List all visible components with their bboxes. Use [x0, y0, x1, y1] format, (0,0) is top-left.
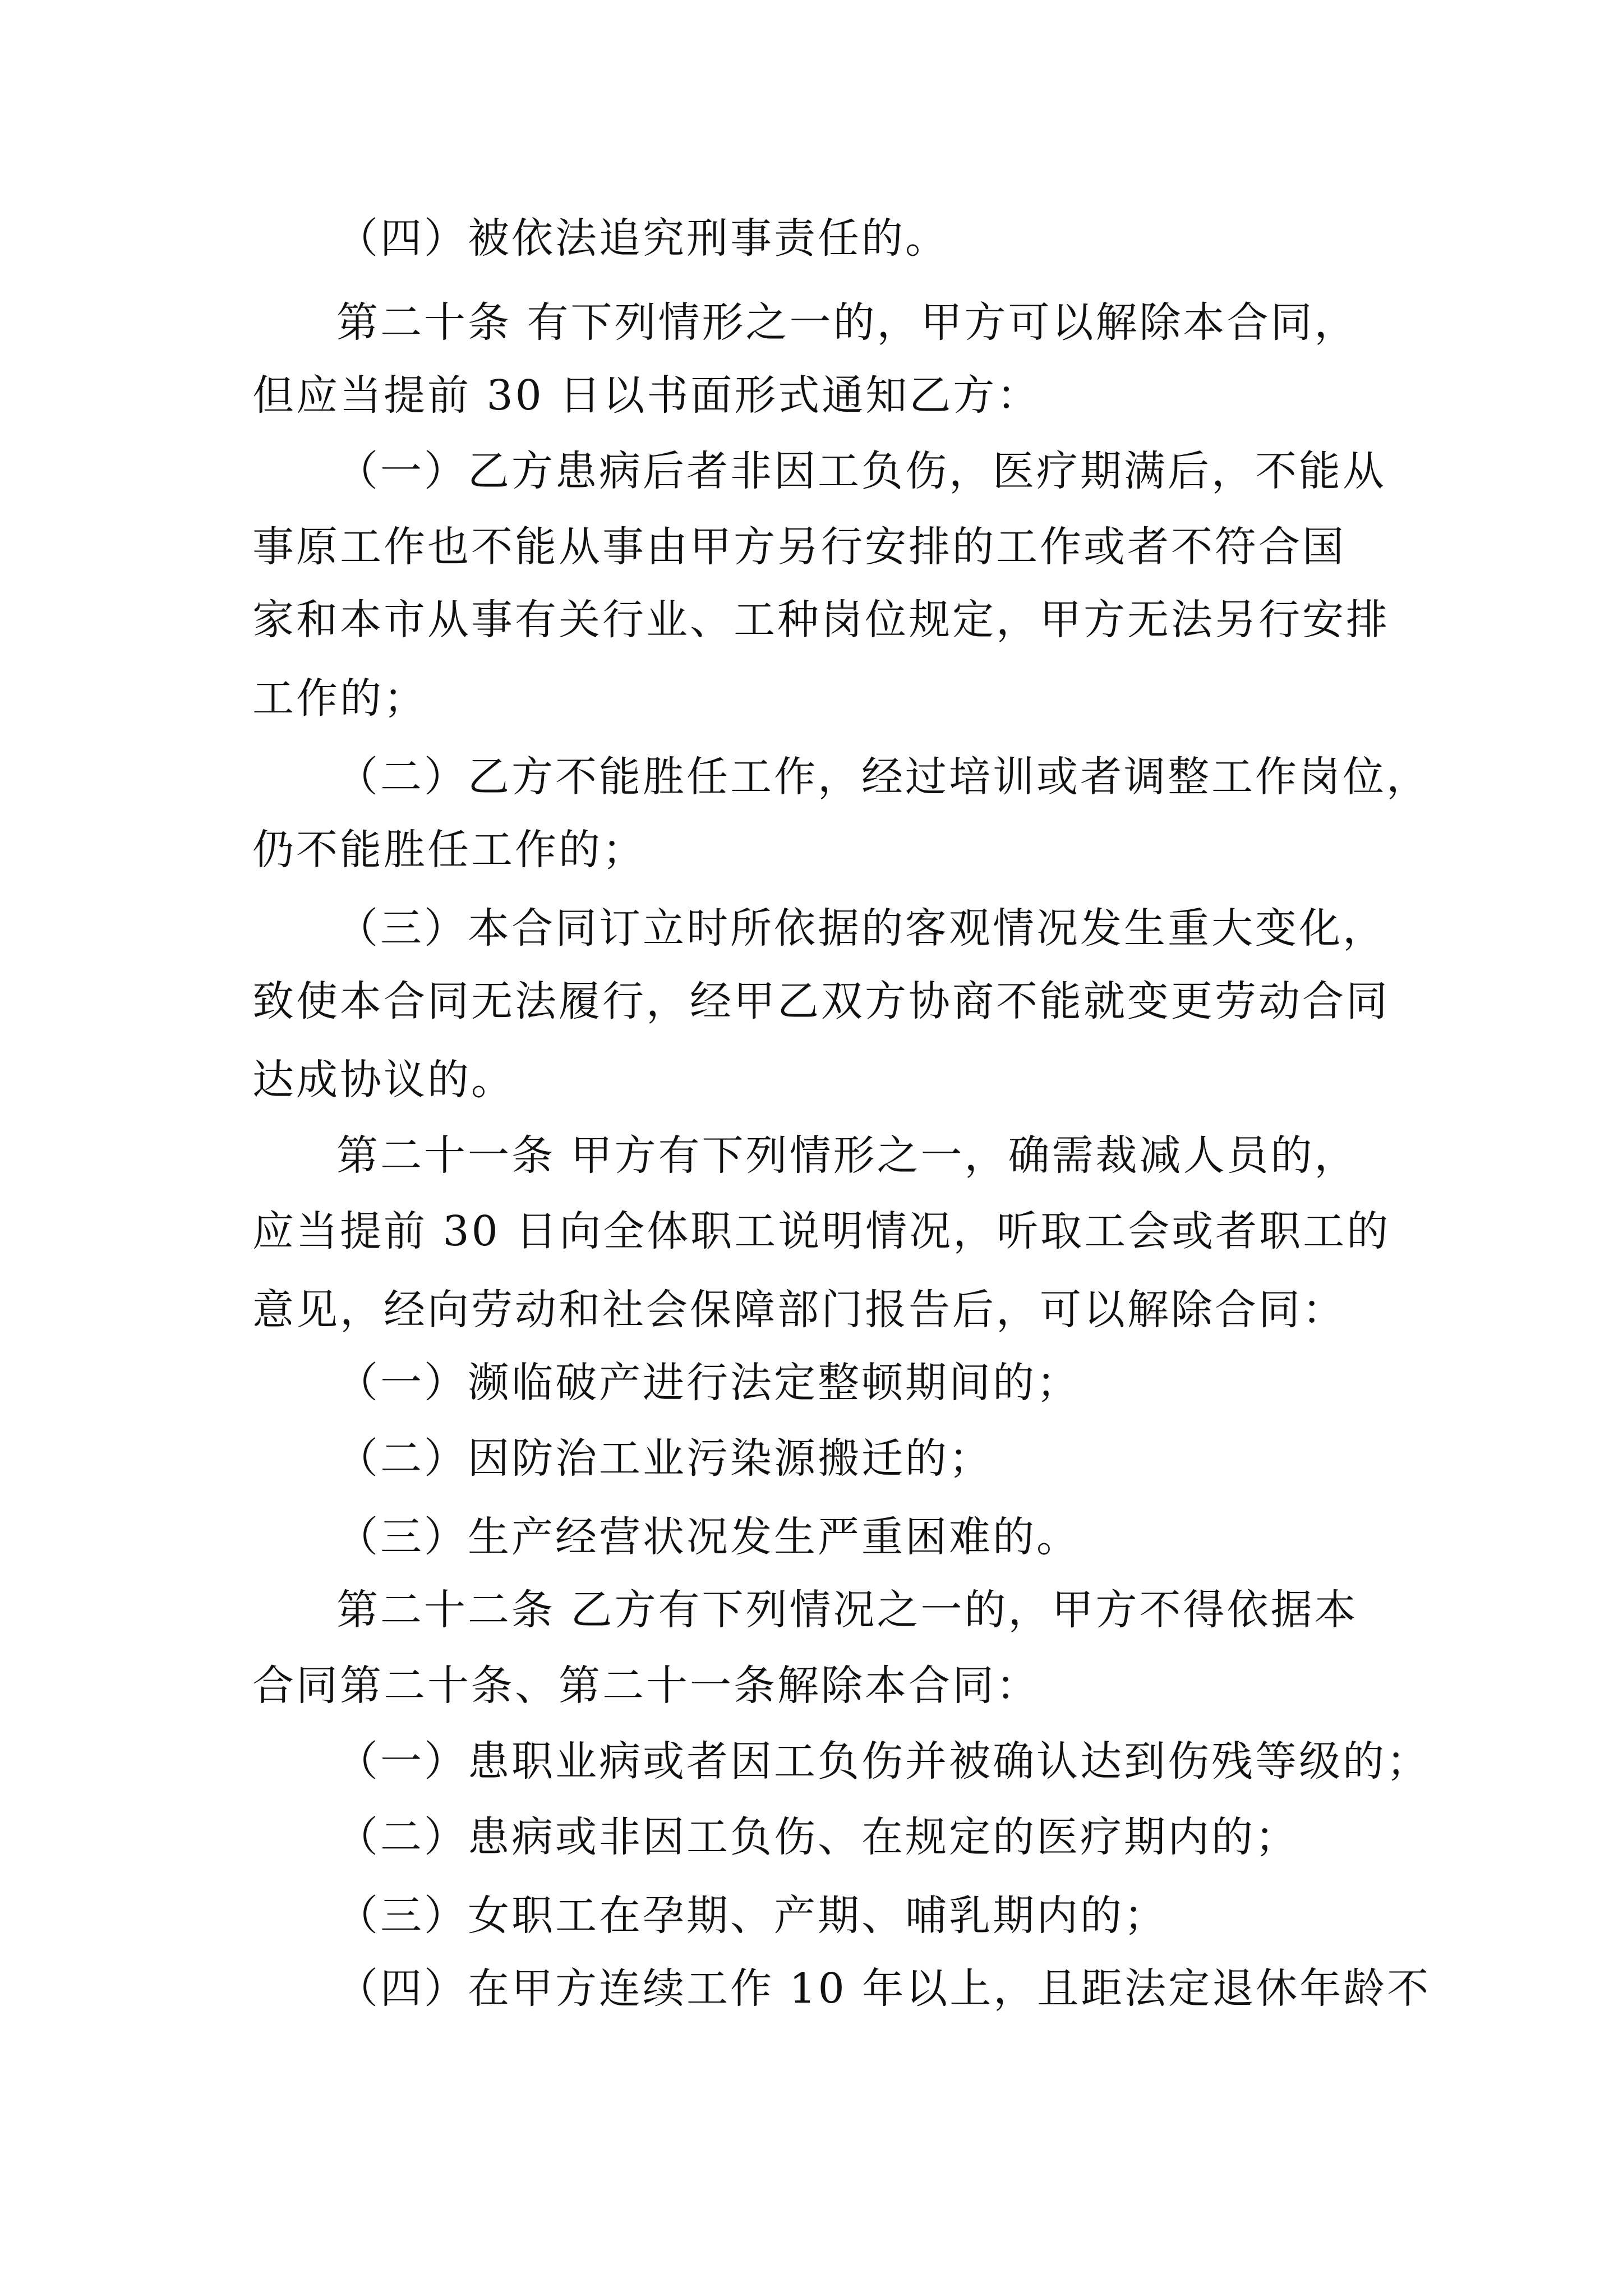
text-line: （二）因防治工业污染源搬迁的； — [336, 1434, 993, 1483]
text-line: （一）乙方患病后者非因工负伤，医疗期满后，不能从 — [336, 447, 1386, 495]
text-line: （三）女职工在孕期、产期、哺乳期内的； — [336, 1892, 1168, 1940]
text-line: 仍不能胜任工作的； — [252, 826, 646, 874]
text-line: 致使本合同无法履行，经甲乙双方协商不能就变更劳动合同 — [252, 977, 1390, 1025]
text-line: 第二十条 有下列情形之一的，甲方可以解除本合同， — [336, 298, 1358, 347]
text-line: （三）生产经营状况发生严重困难的。 — [336, 1513, 1080, 1561]
text-line: 但应当提前 30 日以书面形式通知乙方： — [252, 371, 1041, 420]
text-line: 第二十一条 甲方有下列情形之一，确需裁减人员的， — [336, 1131, 1358, 1180]
text-line: 家和本市从事有关行业、工种岗位规定，甲方无法另行安排 — [252, 596, 1390, 644]
text-line: （一）患职业病或者因工负伤并被确认达到伤残等级的； — [336, 1737, 1430, 1786]
text-line: 事原工作也不能从事由甲方另行安排的工作或者不符合国 — [252, 523, 1346, 571]
text-line: 工作的； — [252, 674, 427, 723]
text-line: （四）被依法追究刑事责任的。 — [336, 214, 949, 263]
text-line: 达成协议的。 — [252, 1056, 515, 1104]
text-line: 意见，经向劳动和社会保障部门报告后，可以解除合同： — [252, 1286, 1346, 1334]
text-line: （三）本合同订立时所依据的客观情况发生重大变化， — [336, 904, 1386, 953]
text-line: （四）在甲方连续工作 10 年以上，且距法定退休年龄不 — [336, 1964, 1431, 2013]
text-line: （一）濒临破产进行法定整顿期间的； — [336, 1359, 1080, 1407]
text-line: 合同第二十条、第二十一条解除本合同： — [252, 1662, 1040, 1710]
text-line: 第二十二条 乙方有下列情况之一的，甲方不得依据本 — [336, 1586, 1358, 1634]
text-line: 应当提前 30 日向全体职工说明情况，听取工会或者职工的 — [252, 1207, 1391, 1255]
text-line: （二）乙方不能胜任工作，经过培训或者调整工作岗位， — [336, 753, 1430, 801]
text-line: （二）患病或非因工负伤、在规定的医疗期内的； — [336, 1813, 1299, 1861]
